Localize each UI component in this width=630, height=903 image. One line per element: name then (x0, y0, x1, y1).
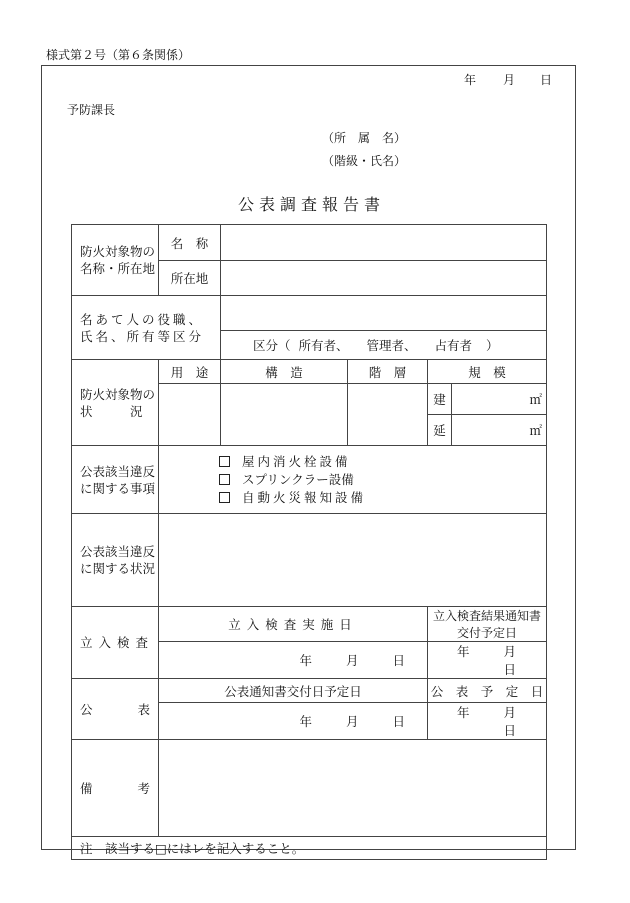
recipient-label: 名あて人の役職、 氏名、所有等区分 (72, 296, 221, 360)
violation-status-label: 公表該当違反 に関する状況 (72, 514, 159, 607)
checkbox-fire-alarm[interactable] (219, 492, 230, 503)
inspection-notice-header: 立入検査結果通知書交付予定日 (428, 607, 547, 642)
building-area-label: 建 (428, 384, 452, 415)
scale-header: 規 模 (428, 360, 547, 384)
total-area-label: 延 (428, 415, 452, 446)
target-label: 防火対象物の 名称・所在地 (72, 225, 159, 296)
building-area-field[interactable]: ㎡ (452, 384, 547, 415)
table-row (72, 740, 547, 837)
date-year-label: 年 (464, 73, 477, 87)
recipient-class-field: 区分（ 所有者、 管理者、 占有者 ） (221, 331, 547, 360)
structure-field[interactable] (221, 384, 348, 446)
total-area-field[interactable]: ㎡ (452, 415, 547, 446)
class-owner[interactable]: 所有者、 (298, 338, 349, 353)
table-row (72, 446, 547, 514)
floors-header: 階 層 (348, 360, 428, 384)
date-month-label: 月 (503, 73, 516, 87)
publication-date-header: 公 表 予 定 日 (428, 679, 547, 703)
use-field[interactable] (159, 384, 221, 446)
sender-rank-name: （階級・氏名） (322, 154, 407, 168)
table-row (72, 225, 547, 261)
checkbox-indoor-hydrant[interactable] (219, 456, 230, 467)
publication-notice-date-field[interactable]: 年 月 日 (159, 703, 428, 740)
table-row (72, 514, 547, 607)
violation-items-label: 公表該当違反 に関する事項 (72, 446, 159, 514)
class-occupant[interactable]: 占有者 (434, 338, 473, 353)
table-row (72, 607, 547, 642)
addressee: 予防課長 (67, 103, 116, 117)
target-address-label: 所在地 (159, 261, 221, 296)
target-name-field[interactable] (221, 225, 547, 261)
inspection-date-header: 立入検査実施日 (159, 607, 428, 642)
inspection-label: 立入検査 (72, 607, 159, 679)
target-address-field[interactable] (221, 261, 547, 296)
floors-field[interactable] (348, 384, 428, 446)
violation-status-field[interactable] (159, 514, 547, 607)
table-row (72, 679, 547, 703)
checkbox-sprinkler[interactable] (219, 474, 230, 485)
form-number-label: 様式第２号（第６条関係） (46, 48, 191, 62)
structure-header: 構 造 (221, 360, 348, 384)
target-name-label: 名 称 (159, 225, 221, 261)
status-label: 防火対象物の 状 況 (72, 360, 159, 446)
page-title: 公表調査報告書 (238, 195, 386, 214)
table-row (72, 837, 547, 860)
use-header: 用 途 (159, 360, 221, 384)
report-table (71, 224, 547, 860)
date-day-label: 日 (540, 73, 553, 87)
sender-affiliation: （所 属 名） (322, 131, 407, 145)
inspection-date-field[interactable]: 年 月 日 (159, 642, 428, 679)
remarks-field[interactable] (159, 740, 547, 837)
publication-date-field[interactable]: 年 月日 (428, 703, 547, 740)
inspection-notice-date-field[interactable]: 年 月日 (428, 642, 547, 679)
recipient-name-field[interactable] (221, 296, 547, 331)
publication-notice-header: 公表通知書交付日予定日 (159, 679, 428, 703)
note-text: 注 該当する□にはレを記入すること。 (72, 837, 547, 860)
publication-label: 公 表 (72, 679, 159, 740)
table-row (72, 296, 547, 331)
table-row (72, 360, 547, 384)
remarks-label: 備 考 (72, 740, 159, 837)
class-manager[interactable]: 管理者、 (366, 338, 417, 353)
violation-items-checklist: 屋内消火栓設備 スプリンクラー設備 自動火災報知設備 (159, 446, 547, 514)
